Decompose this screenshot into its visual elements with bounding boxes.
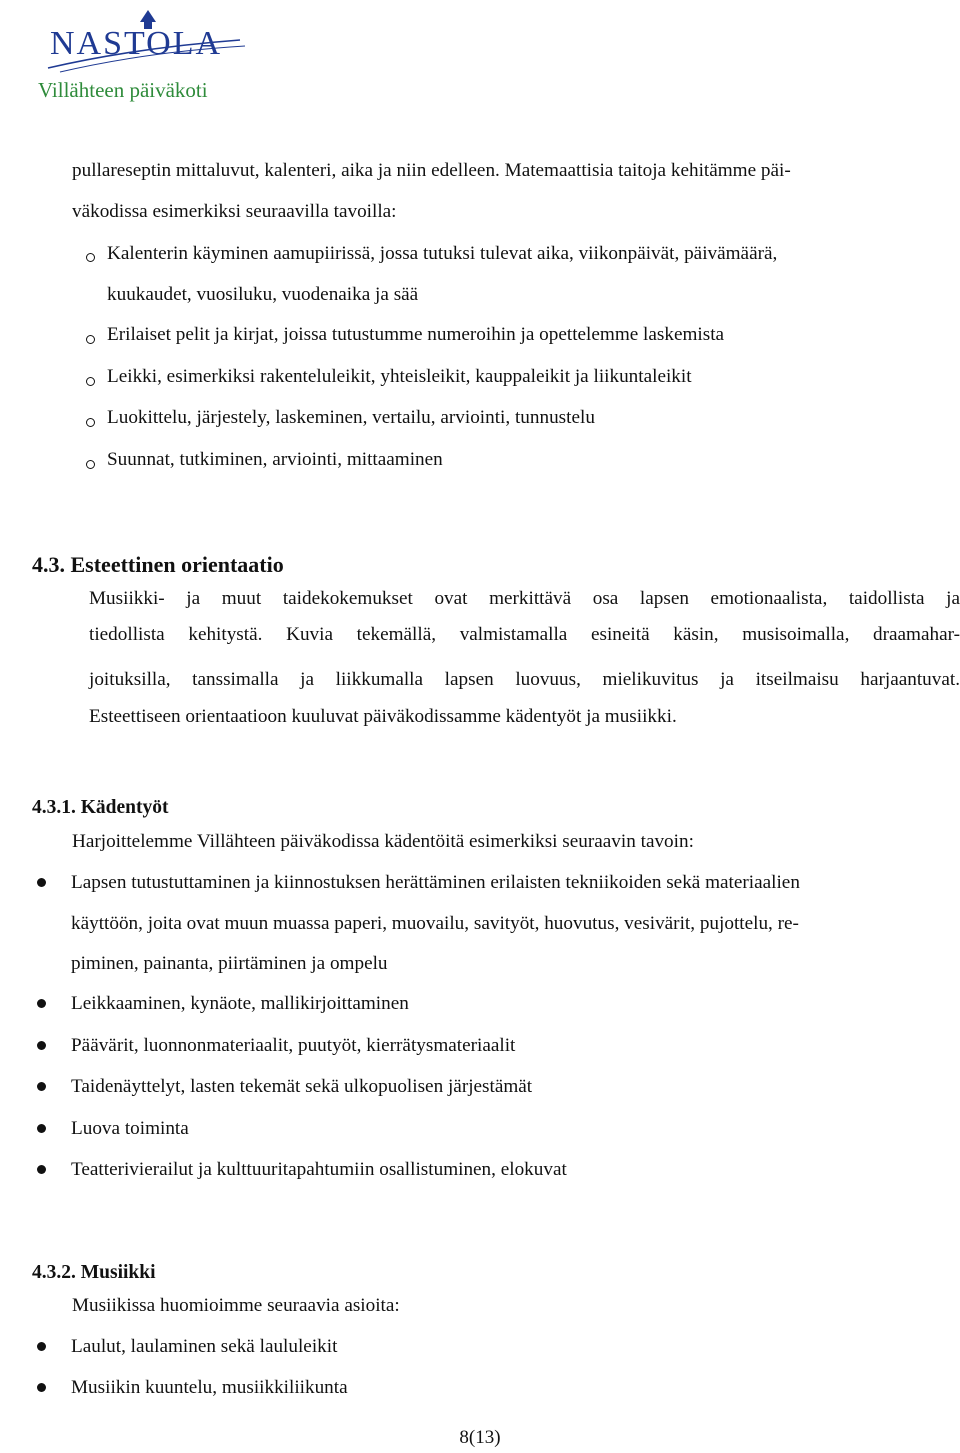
intro-line-2: väkodissa esimerkiksi seuraavilla tavoilla: bbox=[72, 201, 397, 222]
craft-item-5: Luova toiminta bbox=[71, 1118, 189, 1139]
section-4-3-line-1: Musiikki- ja muut taidekokemukset ovat merkittävä osa lapsen emotionaalista, taidollista ja bbox=[89, 588, 960, 609]
bullet-icon bbox=[37, 1041, 46, 1050]
craft-item-3: Päävärit, luonnonmateriaalit, puutyöt, kierrätysmateriaalit bbox=[71, 1035, 516, 1056]
bullet-icon bbox=[86, 418, 95, 427]
bullet-icon bbox=[37, 1165, 46, 1174]
math-item-5: Suunnat, tutkiminen, arviointi, mittaaminen bbox=[107, 449, 443, 470]
section-title: Musiikki bbox=[80, 1262, 156, 1283]
organization-name: Villähteen päiväkoti bbox=[38, 78, 208, 102]
math-item-3: Leikki, esimerkiksi rakenteluleikit, yhteisleikit, kauppaleikit ja liikuntaleikit bbox=[107, 366, 692, 387]
section-number: 4.3.1. bbox=[32, 797, 76, 818]
craft-item-6: Teatterivierailut ja kulttuuritapahtumiin osallistuminen, elokuvat bbox=[71, 1159, 567, 1180]
craft-item-4: Taidenäyttelyt, lasten tekemät sekä ulkopuolisen järjestämät bbox=[71, 1076, 533, 1097]
craft-item-1-line-1: Lapsen tutustuttaminen ja kiinnostuksen herättäminen erilaisten tekniikoiden sekä materiaalien bbox=[71, 872, 800, 893]
section-4-3-line-3: joituksilla, tanssimalla ja liikkumalla lapsen luovuus, mielikuvitus ja itseilmaisu harjaantuvat. bbox=[89, 669, 960, 690]
bullet-icon bbox=[37, 1383, 46, 1392]
bullet-icon bbox=[86, 253, 95, 262]
svg-text:NASTOLA: NASTOLA bbox=[50, 25, 223, 62]
bullet-icon bbox=[37, 878, 46, 887]
section-4-3-line-4: Esteettiseen orientaatioon kuuluvat päiväkodissamme kädentyöt ja musiikki. bbox=[89, 706, 677, 727]
bullet-icon bbox=[86, 335, 95, 344]
bullet-icon bbox=[86, 460, 95, 469]
bullet-icon bbox=[37, 1124, 46, 1133]
math-item-1-line-2: kuukaudet, vuosiluku, vuodenaika ja sää bbox=[107, 284, 419, 305]
section-heading-4-3-1 bbox=[32, 797, 169, 819]
intro-line-1: pullareseptin mittaluvut, kalenteri, aika ja niin edelleen. Matemaattisia taitoja kehitämme päi- bbox=[72, 160, 791, 181]
bullet-icon bbox=[37, 1082, 46, 1091]
section-title: Kädentyöt bbox=[80, 797, 169, 818]
math-item-4: Luokittelu, järjestely, laskeminen, vertailu, arviointi, tunnustelu bbox=[107, 407, 595, 428]
nastola-logo bbox=[40, 6, 255, 74]
section-heading-4-3-2 bbox=[32, 1262, 156, 1284]
section-4-3-1-intro: Harjoittelemme Villähteen päiväkodissa kädentöitä esimerkiksi seuraavin tavoin: bbox=[72, 831, 694, 852]
section-4-3-line-2: tiedollista kehitystä. Kuvia tekemällä, valmistamalla esineitä käsin, musisoimalla, draamahar- bbox=[89, 624, 960, 645]
craft-item-2: Leikkaaminen, kynäote, mallikirjoittaminen bbox=[71, 993, 409, 1014]
bullet-icon bbox=[37, 999, 46, 1008]
bullet-icon bbox=[86, 377, 95, 386]
section-number: 4.3.2. bbox=[32, 1262, 76, 1283]
music-item-2: Musiikin kuuntelu, musiikkiliikunta bbox=[71, 1377, 348, 1398]
section-heading-4-3: 4.3. Esteettinen orientaatio bbox=[32, 552, 284, 577]
nastola-logo-icon bbox=[40, 6, 255, 74]
craft-item-1-line-2: käyttöön, joita ovat muun muassa paperi, muovailu, savityöt, huovutus, vesivärit, pujottelu, re- bbox=[71, 913, 799, 934]
section-4-3-2-intro: Musiikissa huomioimme seuraavia asioita: bbox=[72, 1295, 400, 1316]
page-number: 8(13) bbox=[459, 1427, 501, 1448]
craft-item-1-line-3: piminen, painanta, piirtäminen ja ompelu bbox=[71, 953, 388, 974]
bullet-icon bbox=[37, 1342, 46, 1351]
math-item-1-line-1: Kalenterin käyminen aamupiirissä, jossa tutuksi tulevat aika, viikonpäivät, päivämäärä, bbox=[107, 243, 778, 264]
music-item-1: Laulut, laulaminen sekä laululeikit bbox=[71, 1336, 338, 1357]
math-item-2: Erilaiset pelit ja kirjat, joissa tutustumme numeroihin ja opettelemme laskemista bbox=[107, 324, 725, 345]
